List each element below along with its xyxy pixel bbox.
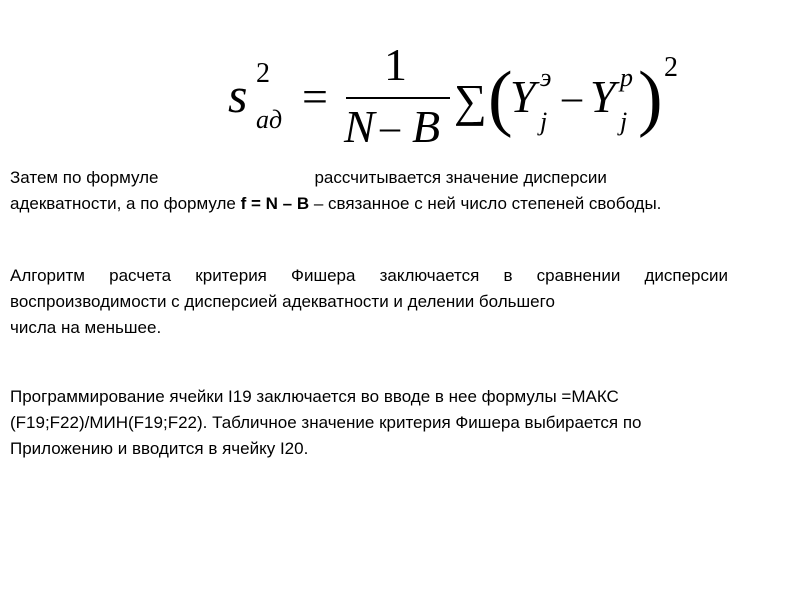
paragraph2-line2: воспроизводимости с дисперсией адекватности и делении большего — [10, 292, 555, 311]
formula-y1-superscript: э — [540, 63, 552, 92]
formula-s-subscript: ад — [256, 105, 283, 134]
formula-equals: = — [302, 71, 328, 122]
degrees-of-freedom-formula: f = N – B — [240, 194, 310, 213]
formula-outer-exponent: 2 — [664, 52, 678, 83]
formula-y1-subscript: j — [540, 107, 548, 136]
paragraph3-line2: (F19;F22)/МИН(F19;F22). Табличное значение критерия Фишера выбирается по — [10, 413, 642, 432]
paragraph-fisher-algorithm — [10, 263, 728, 341]
formula-y2-superscript: р — [620, 63, 633, 92]
formula-minus: – — [562, 74, 582, 119]
paragraph1-line2-part1: адекватности, а по формуле — [10, 194, 241, 213]
formula-paren-close: ) — [638, 57, 663, 139]
paragraph2-line1: Алгоритм расчета критерия Фишера заключается в сравнении дисперсии — [10, 266, 728, 285]
paragraph-adequacy-dispersion — [10, 165, 790, 217]
formula-sigma: ∑ — [454, 75, 487, 126]
formula-denominator-b: B — [412, 101, 441, 152]
formula-y1: Y — [510, 71, 536, 122]
formula-denominator-minus: – — [380, 104, 400, 149]
paragraph3-line3: Приложению и вводится в ячейку I20. — [10, 439, 309, 458]
formula-s: s — [228, 67, 248, 123]
formula-s-exponent: 2 — [256, 58, 270, 89]
formula-y2-subscript: j — [620, 107, 628, 136]
dispersion-formula — [228, 30, 708, 160]
formula-paren-open: ( — [488, 57, 513, 139]
paragraph1-line1-part2: рассчитывается значение дисперсии — [314, 168, 607, 187]
paragraph2-line3: числа на меньшее. — [10, 318, 162, 337]
paragraph1-line1-part1: Затем по формуле — [10, 168, 159, 187]
paragraph3-line1: Программирование ячейки I19 заключается во вводе в нее формулы =МАКС — [10, 387, 619, 406]
paragraph1-line2-part2: – связанное с ней число степеней свободы. — [309, 194, 662, 213]
formula-numerator: 1 — [384, 39, 407, 90]
paragraph1-line1 — [10, 165, 790, 191]
formula-denominator-n: N — [344, 101, 375, 152]
paragraph1-line2 — [10, 191, 790, 217]
paragraph-cell-programming — [10, 384, 790, 462]
formula-y2: Y — [590, 71, 616, 122]
